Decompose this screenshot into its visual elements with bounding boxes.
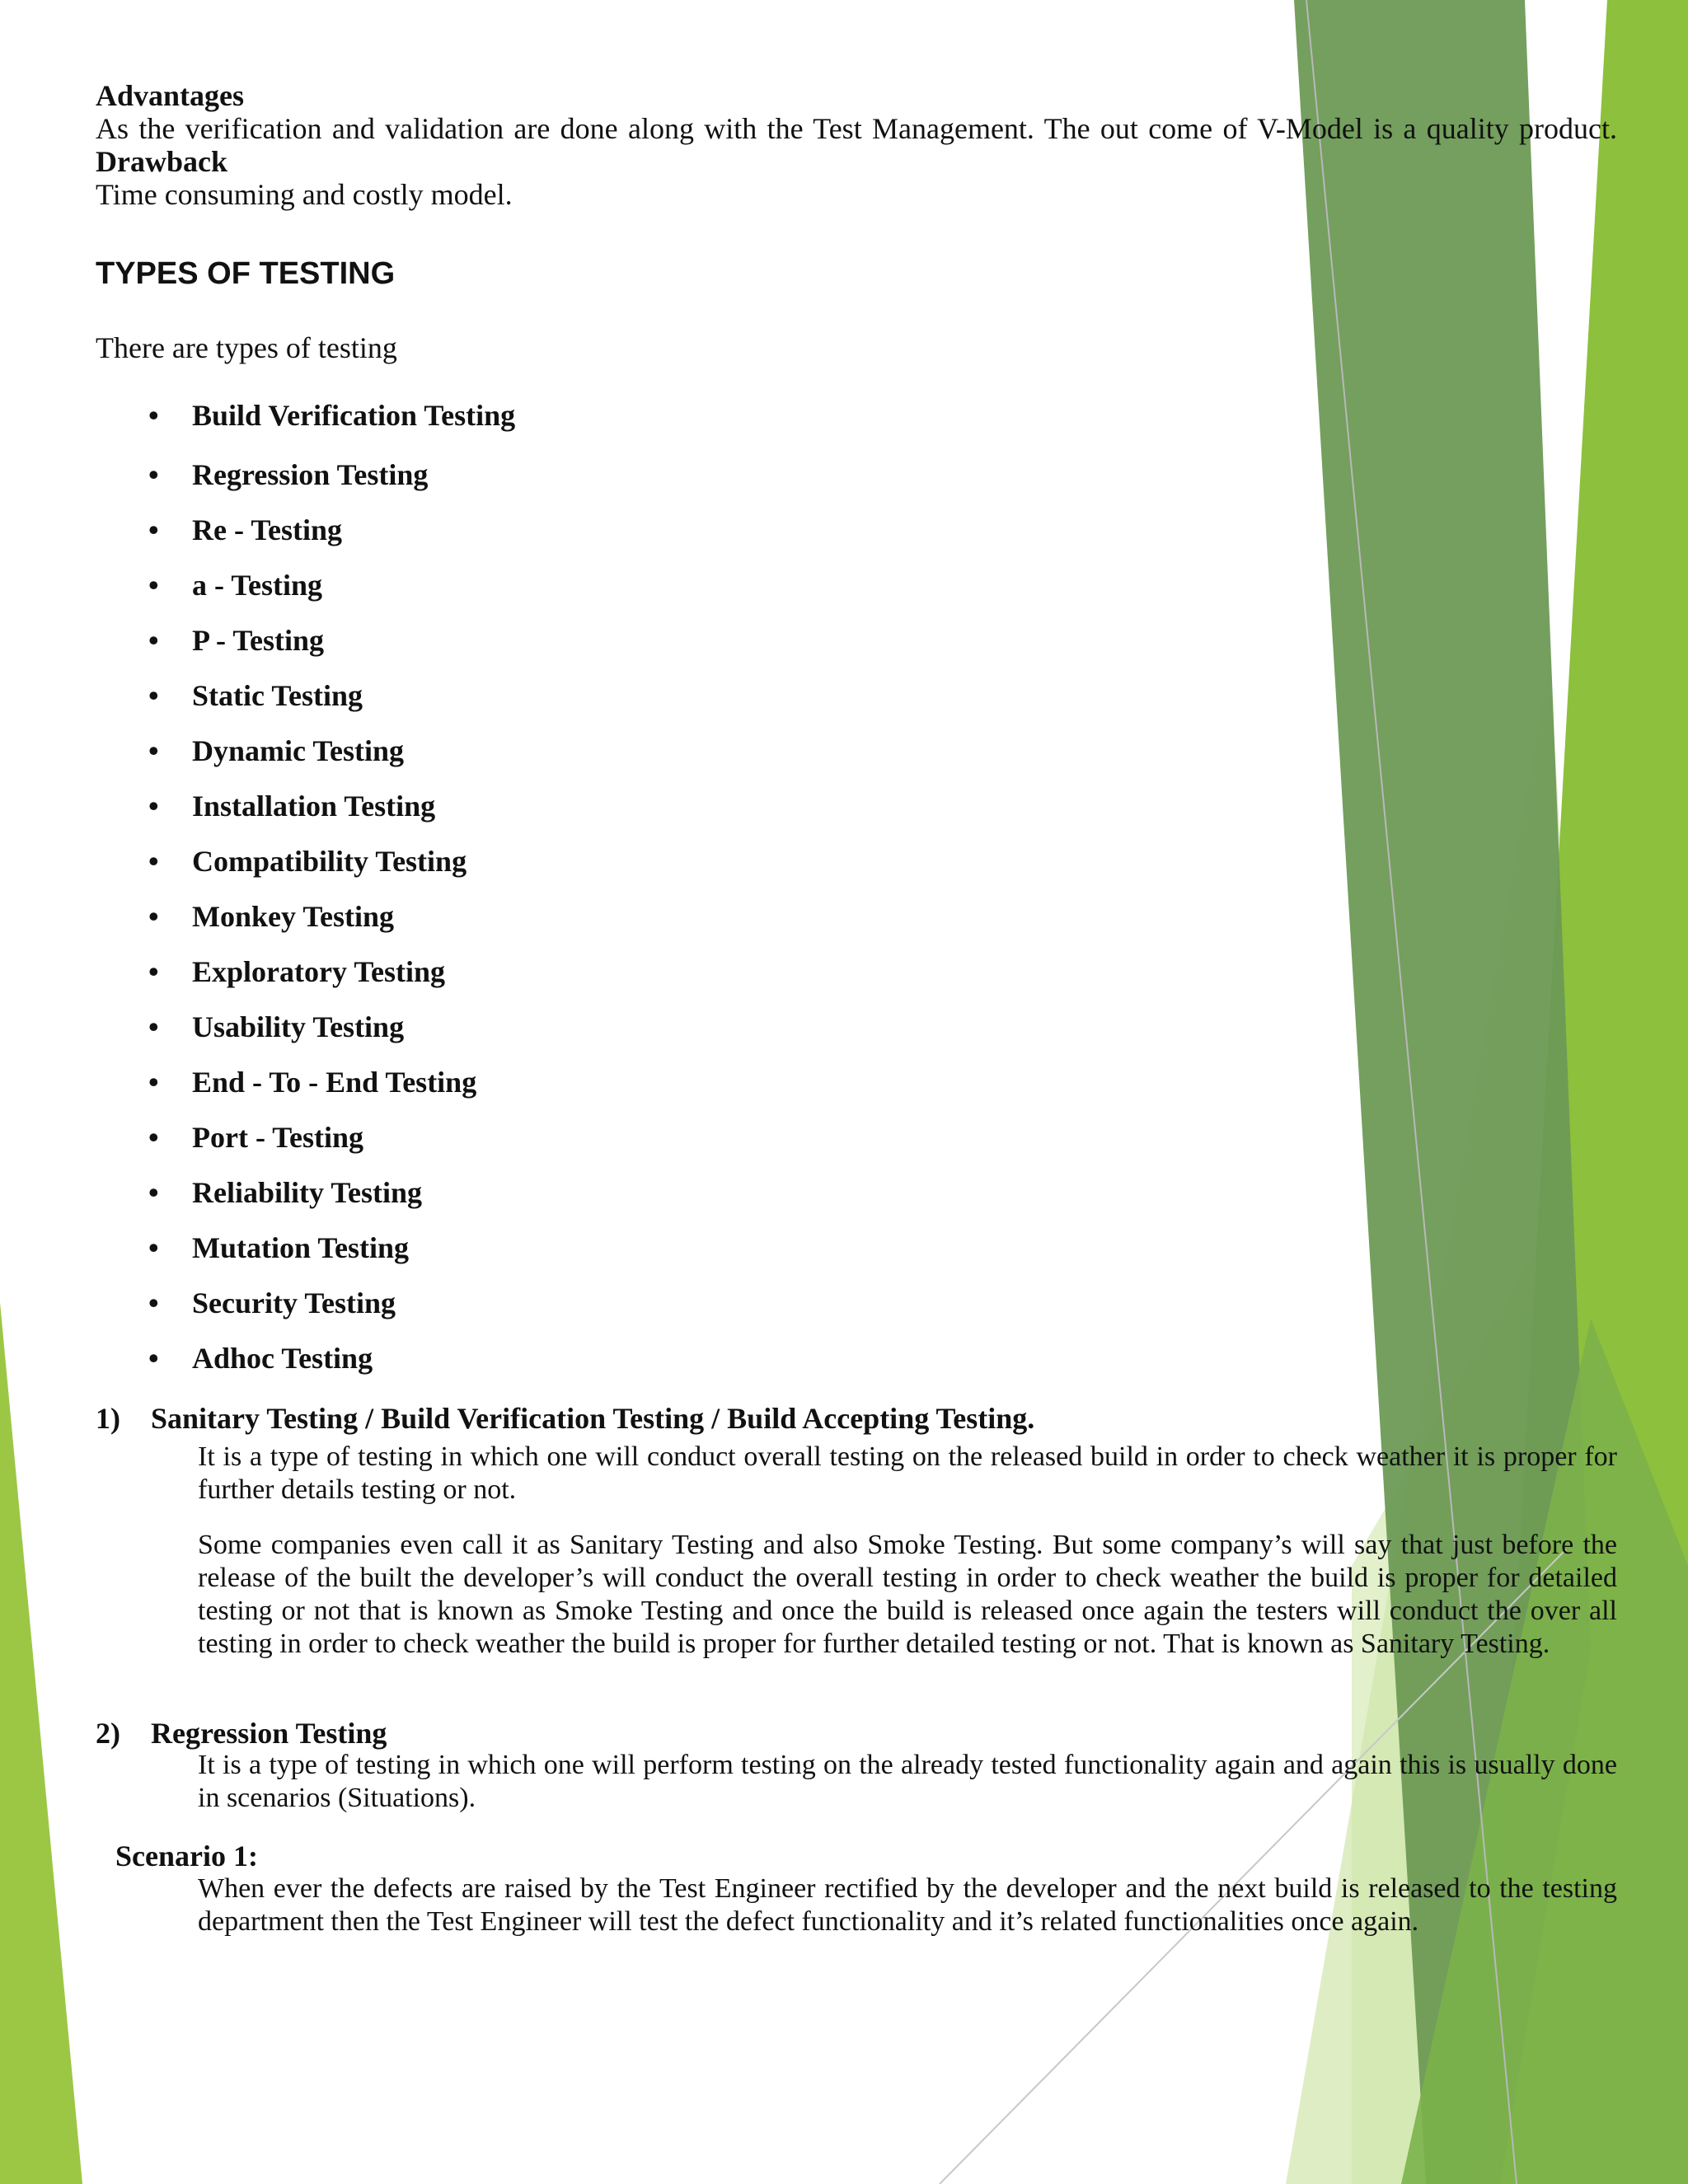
bullet: • bbox=[148, 734, 159, 767]
bullet: • bbox=[148, 1176, 159, 1209]
bullet: • bbox=[148, 458, 159, 491]
section-2-paragraph-1: It is a type of testing in which one will perform testing on the already tested functionality again and again this is usually done in scenarios (Situations). bbox=[198, 1750, 1617, 1813]
scenario-heading: Scenario 1: bbox=[115, 1840, 258, 1872]
bullet: • bbox=[148, 1342, 159, 1375]
section-1-number: 1) bbox=[96, 1402, 120, 1435]
drawback-text: Time consuming and costly model. bbox=[96, 178, 513, 211]
drawback-heading: Drawback bbox=[96, 145, 227, 178]
bullet: • bbox=[148, 1121, 159, 1154]
section-title: TYPES OF TESTING bbox=[96, 256, 396, 291]
bullet: • bbox=[148, 955, 159, 988]
bullet: • bbox=[148, 790, 159, 823]
types-intro: There are types of testing bbox=[96, 331, 397, 364]
bullet: • bbox=[148, 679, 159, 712]
bullet: • bbox=[148, 569, 159, 602]
advantages-heading: Advantages bbox=[96, 79, 245, 112]
section-1-paragraph-2: Some companies even call it as Sanitary Testing and also Smoke Testing. But some company’s will say that just before the release of the built the developer’s will conduct the overall testing in order to check weather the build is proper for detailed testing or not that is known as Smoke Testing and once the build is released once again the testers will conduct the over all testing in order to check weather the build is proper for further detailed testing or not. That is known as Sanitary Testing. bbox=[198, 1530, 1617, 1659]
bullet: • bbox=[148, 845, 159, 878]
section-1-paragraph-1: It is a type of testing in which one will conduct overall testing on the released build in order to check weather it is proper for further details testing or not. bbox=[198, 1441, 1617, 1505]
bullet: • bbox=[148, 1066, 159, 1099]
advantages-text: As the verification and validation are done along with the Test Management. The out come of V-Model is a quality product. bbox=[96, 112, 1617, 145]
document-page: Advantages As the verification and validation are done along with the Test Management. The out come of V-Model is a quality product. Drawback Time consuming and costly model. TYPES OF TESTING There are types of testing • Build Verification Testing • Regression Testing • Re - Testing • a - Testing • P - Testing • Static Testing • Dynamic Testing • Installation Testing • Compatibility Testing • Monkey Testing • Exploratory Testing • Usability Testing • End - To - End Testing • Port - Testing • Reliability Testing • Mutation Testing • Security Testing • Adhoc Testing 1) Sanitary Testing / Build Verification Testing / Build Accepting Testing. It is a type of testing in which one will conduct overall testing on the released build in order to check weather it is proper for further details testing or not. Some companies even call it as Sanitary Testing and also Smoke Testing. But some company’s will say that just before the release of the built the developer’s will conduct the overall testing in order to check weather the build is proper for detailed testing or not that is known as Smoke Testing and once the build is released once again the testers will conduct the over all testing in order to check weather the build is proper for further detailed testing or not. That is known as Sanitary Testing. 2) Regression Testing It is a type of testing in which one will perform testing on the already tested functionality again and again this is usually done in scenarios (Situations). Scenario 1: When ever the defects are raised by the Test Engineer rectified by the developer and the next build is released to the testing department then the Test Engineer will test the defect functionality and it’s related functionalities once again. bbox=[96, 79, 1617, 1937]
section-2-number: 2) bbox=[96, 1717, 120, 1750]
scenario-text: When ever the defects are raised by the Test Engineer rectified by the developer and the next build is released to the testing department then the Test Engineer will test the defect functionality and it’s related functionalities once again. bbox=[198, 1873, 1617, 1937]
bullet: • bbox=[148, 900, 159, 933]
bullet: • bbox=[148, 513, 159, 546]
bullet: • bbox=[148, 399, 159, 432]
bullet: • bbox=[148, 1231, 159, 1264]
bullet: • bbox=[148, 1010, 159, 1043]
bullet: • bbox=[148, 624, 159, 657]
section-1-title: Sanitary Testing / Build Verification Testing / Build Accepting Testing. bbox=[151, 1402, 1035, 1435]
bullet: • bbox=[148, 1286, 159, 1319]
section-2-title: Regression Testing bbox=[151, 1717, 387, 1750]
